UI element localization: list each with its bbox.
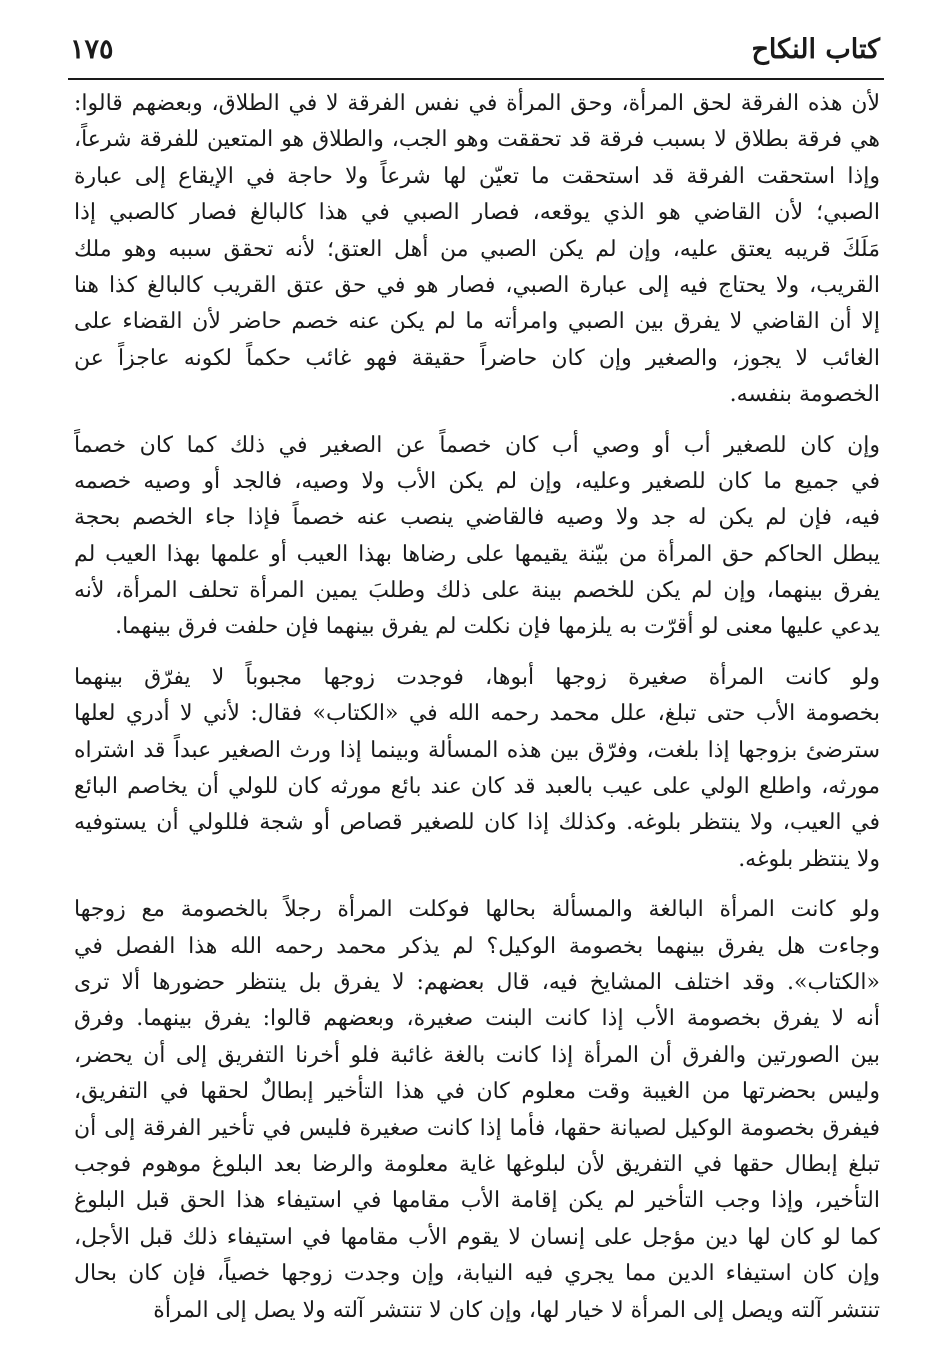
text-line: هي فرقة بطلاق لا بسبب فرقة قد تحققت وهو الجب، والطلاق هو المتعين للفرقة شرعاً، [74, 127, 880, 153]
text-line: إلا أن القاضي لا يفرق بين الصبي وامرأته ما لم يكن عنه خصم حاضر لأن القضاء على [74, 309, 880, 335]
text-line: ولو كانت المرأة البالغة والمسألة بحالها فوكلت المرأة رجلاً بالخصومة مع زوجها [74, 897, 880, 923]
text-line: أنه لا يفرق بخصومة الأب إذا كانت البنت صغيرة، وبعضهم قالوا: يفرق بينهما. وفرق [74, 1006, 880, 1032]
text-line: الغائب لا يجوز، والصغير وإن كان حاضراً حقيقة فهو غائب حكماً لكونه عاجزاً عن [74, 345, 880, 371]
text-line: سترضئ بزوجها إذا بلغت، وفرّق بين هذه المسألة وبينما إذا ورث الصغير عبداً قد اشتراه [74, 737, 880, 763]
text-line: التأخير، وإذا وجب التأخير لم يكن إقامة الأب مقامها في استيفاء هذا الحق قبل البلوغ [74, 1188, 880, 1214]
text-line: كما لو كان لها دين مؤجل على إنسان لا يقوم الأب مقامها في استيفاء ذلك قبل الأجل، [74, 1224, 880, 1250]
text-line: تبلغ إبطال حقها في التفريق لأن لبلوغها غاية معلومة والرضا بعد البلوغ موهوم فوجب [74, 1151, 880, 1177]
text-line: يبطل الحاكم حق المرأة من بيّنة يقيمها على رضاها بهذا العيب أو علمها بهذا العيب لم [74, 541, 880, 567]
running-title: كتاب النكاح [751, 34, 880, 65]
paragraph [74, 428, 880, 646]
text-line: وجاءت هل يفرق بينهما بخصومة الوكيل؟ لم يذكر محمد رحمه الله هذا الفصل في [74, 933, 880, 959]
text-line: تنتشر آلته ويصل إلى المرأة لا خيار لها، وإن كان لا تنتشر آلته ولا يصل إلى المرأة [153, 1297, 880, 1323]
text-line: الخصومة بنفسه. [729, 382, 880, 408]
text-line: لأن هذه الفرقة لحق المرأة، وحق المرأة في نفس الفرقة لا في الطلاق، وبعضهم قالوا: [74, 91, 880, 116]
text-line: يفرق بينهما، وإن لم يكن للخصم بينة على ذلك وطلبَ يمين المرأة تحلف المرأة، لأنه [74, 578, 880, 604]
body-text [74, 86, 880, 1329]
paragraph [74, 660, 880, 878]
header-divider [68, 78, 884, 80]
text-line: وإذا استحقت الفرقة قد استحقت ما تعيّن لها شرعاً ولا حاجة في الإيقاع إلى عبارة [74, 163, 880, 189]
text-line: بين الصورتين والفرق أن المرأة إذا كانت بالغة غائبة فلو أخرنا التفريق إلى أن يحضر، [74, 1042, 880, 1068]
text-line: مَلَكَ قريبه يعتق عليه، وإن لم يكن الصبي من أهل العتق؛ لأنه تحقق سببه وهو ملك [74, 236, 880, 262]
paragraph [74, 892, 880, 1329]
text-line: وإن كان للصغير أب أو وصي أب كان خصماً عن الصغير في ذلك كما كان خصماً [74, 432, 880, 458]
text-line: فيه، فإن لم يكن له جد ولا وصيه فالقاضي ينصب عنه خصماً فإذا جاء الخصم بحجة [74, 505, 880, 531]
text-line: وإن كان استيفاء الدين مما يجري فيه النيابة، وإن وجدت زوجها خصياً، فإن كان بحال [74, 1261, 880, 1287]
text-line: مورثه، واطلع الولي على عيب بالعبد قد كان عند بائع مورثه كان للولي أن يخاصم البائع [74, 774, 880, 800]
text-line: «الكتاب». وقد اختلف المشايخ فيه، قال بعضهم: لا يفرق بل ينتظر حضورها ألا ترى [74, 969, 880, 995]
page-header [70, 30, 880, 74]
paragraph [74, 86, 880, 414]
text-line: القريب، ولا يحتاج فيه إلى عبارة الصبي، فصار هو في حق عتق القريب كالبالغ كذا هنا [74, 272, 880, 298]
text-line: ولا ينتظر بلوغه. [738, 846, 880, 872]
text-line: فيفرق بخصومة الوكيل لصيانة حقها، فأما إذا كانت صغيرة فليس في تأخير الفرقة إلى أن [74, 1115, 880, 1141]
text-line: ولو كانت المرأة صغيرة زوجها أبوها، فوجدت زوجها مجبوباً لا يفرّق بينهما [74, 664, 880, 690]
text-line: الصبي؛ لأن القاضي هو الذي يوقعه، فصار الصبي في هذا كالبالغ فصار كالصبي إذا [74, 200, 880, 226]
text-line: بخصومة الأب حتى تبلغ، علل محمد رحمه الله في «الكتاب» فقال: لأني لا أدري لعلها [74, 701, 880, 727]
text-line: في العيب، ولا ينتظر بلوغه. وكذلك إذا كان للصغير قصاص أو شجة فللولي أن يستوفيه [74, 810, 880, 836]
page-number: ١٧٥ [70, 34, 114, 65]
text-line: وليس بحضرتها من الغيبة وقت معلوم كان في هذا التأخير إبطالٌ لحقها في التفريق، [74, 1079, 880, 1105]
text-line: يدعي عليها معنى لو أقرّت به يلزمها فإن نكلت لم يفرق بينهما فإن حلفت فرق بينهما. [115, 614, 880, 640]
text-line: في جميع ما كان للصغير وعليه، وإن لم يكن الأب ولا وصيه، فالجد أو وصيه خصمه [74, 468, 880, 494]
